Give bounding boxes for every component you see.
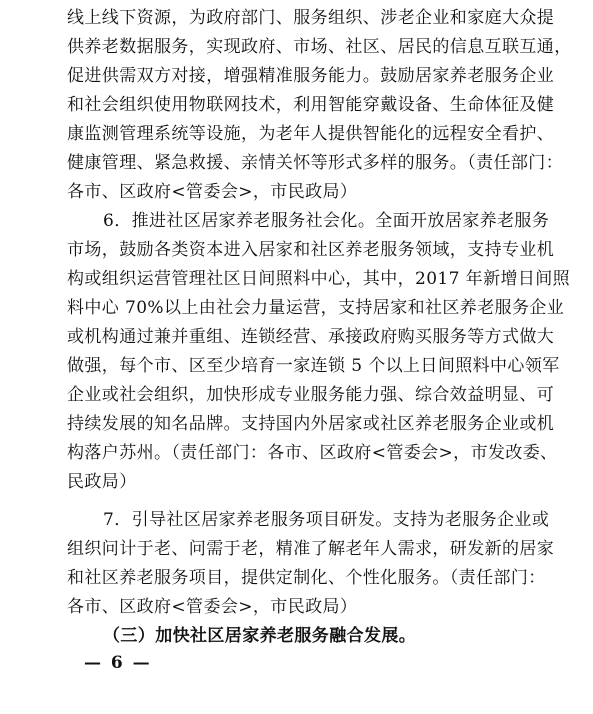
text-line: 健康管理、紧急救援、亲情关怀等形式多样的服务。（责任部门： bbox=[67, 153, 564, 173]
text-line: 构落户苏州。（责任部门：各市、区政府<管委会>，市发改委、 bbox=[67, 443, 558, 463]
text-line: 做强，每个市、区至少培育一家连锁 5 个以上日间照料中心领军 bbox=[67, 356, 560, 376]
text-line: 和社区养老服务项目，提供定制化、个性化服务。（责任部门： bbox=[67, 568, 546, 588]
section-paragraph-start: 7．引导社区居家养老服务项目研发。支持为老服务企业或 bbox=[103, 510, 550, 530]
page-number: — 6 — bbox=[84, 653, 152, 673]
text-line: 各市、区政府<管委会>，市民政局） bbox=[67, 597, 358, 617]
text-line: 康监测管理系统等设施，为老年人提供智能化的远程安全看护、 bbox=[67, 124, 555, 144]
text-line: 或机构通过兼并重组、连锁经营、承接政府购买服务等方式做大 bbox=[67, 327, 555, 347]
text-line: 持续发展的知名品牌。支持国内外居家或社区养老服务企业或机 bbox=[67, 414, 555, 434]
text-line: 线上线下资源，为政府部门、服务组织、涉老企业和家庭大众提 bbox=[67, 8, 555, 28]
text-line: 民政局） bbox=[67, 472, 137, 492]
text-line: 企业或社会组织，加快形成专业服务能力强、综合效益明显、可 bbox=[67, 385, 555, 405]
text-line: 各市、区政府<管委会>，市民政局） bbox=[67, 182, 358, 202]
section-paragraph-start: 6．推进社区居家养老服务社会化。全面开放居家养老服务 bbox=[103, 211, 550, 231]
text-line: 供养老数据服务，实现政府、市场、社区、居民的信息互联互通， bbox=[67, 37, 572, 57]
section-heading: （三）加快社区居家养老服务融合发展。 bbox=[103, 626, 417, 646]
text-line: 构或组织运营管理社区日间照料中心，其中，2017 年新增日间照 bbox=[67, 269, 571, 289]
text-line: 和社会组织使用物联网技术，利用智能穿戴设备、生命体征及健 bbox=[67, 95, 555, 115]
text-line: 促进供需双方对接，增强精准服务能力。鼓励居家养老服务企业 bbox=[67, 66, 555, 86]
text-line: 市场，鼓励各类资本进入居家和社区养老服务领域，支持专业机 bbox=[67, 240, 555, 260]
text-line: 组织问计于老、问需于老，精准了解老年人需求，研发新的居家 bbox=[67, 539, 555, 559]
text-line: 料中心 70%以上由社会力量运营，支持居家和社区养老服务企业 bbox=[67, 298, 565, 318]
